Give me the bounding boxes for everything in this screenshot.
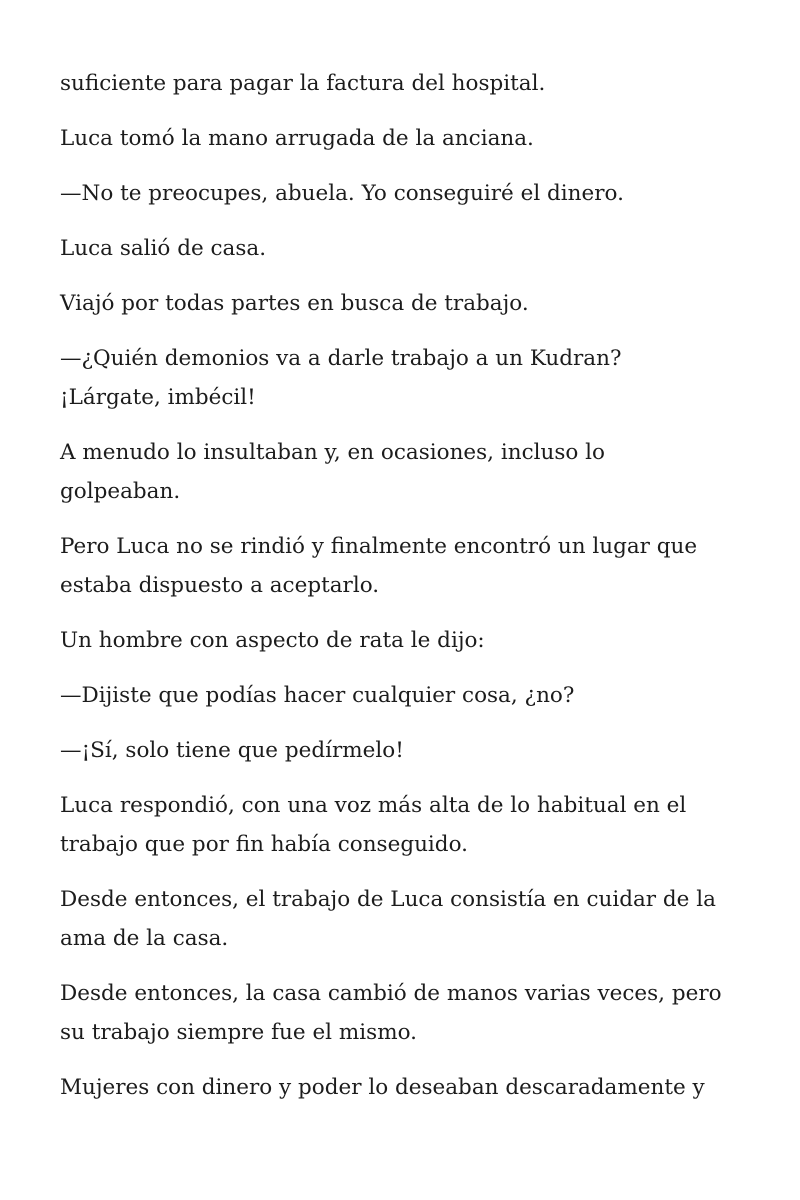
text-line: Mujeres con dinero y poder lo deseaban descaradamente y (60, 1075, 705, 1100)
paragraph (60, 621, 750, 660)
paragraph (60, 229, 750, 268)
paragraph (60, 284, 750, 323)
text-line: Desde entonces, el trabajo de Luca consistía en cuidar de la (60, 887, 716, 912)
text-line: Un hombre con aspecto de rata le dijo: (60, 628, 485, 653)
text-line: su trabajo siempre fue el mismo. (60, 1020, 417, 1045)
paragraph (60, 731, 750, 770)
text-line: Luca salió de casa. (60, 236, 267, 261)
paragraph (60, 1068, 750, 1107)
text-line: ¡Lárgate, imbécil! (60, 385, 256, 410)
text-line: ama de la casa. (60, 926, 229, 951)
text-line: —¡Sí, solo tiene que pedírmelo! (60, 738, 404, 763)
text-line: trabajo que por fin había conseguido. (60, 832, 468, 857)
text-line: —Dijiste que podías hacer cualquier cosa, ¿no? (60, 683, 575, 708)
paragraph (60, 64, 750, 103)
text-line: golpeaban. (60, 479, 181, 504)
paragraph (60, 339, 750, 417)
text-line: Luca tomó la mano arrugada de la anciana. (60, 126, 534, 151)
paragraph (60, 119, 750, 158)
text-line: suficiente para pagar la factura del hospital. (60, 71, 546, 96)
text-column (60, 64, 750, 1123)
text-line: Luca respondió, con una voz más alta de lo habitual en el (60, 793, 687, 818)
paragraph (60, 974, 750, 1052)
text-line: Pero Luca no se rindió y finalmente encontró un lugar que (60, 534, 698, 559)
paragraph (60, 433, 750, 511)
paragraph (60, 527, 750, 605)
paragraph (60, 174, 750, 213)
text-line: A menudo lo insultaban y, en ocasiones, incluso lo (60, 440, 605, 465)
text-line: Desde entonces, la casa cambió de manos varias veces, pero (60, 981, 722, 1006)
text-line: Viajó por todas partes en busca de trabajo. (60, 291, 529, 316)
paragraph (60, 676, 750, 715)
paragraph (60, 880, 750, 958)
text-line: estaba dispuesto a aceptarlo. (60, 573, 380, 598)
paragraph (60, 786, 750, 864)
text-line: —¿Quién demonios va a darle trabajo a un Kudran? (60, 346, 622, 371)
text-line: —No te preocupes, abuela. Yo conseguiré el dinero. (60, 181, 624, 206)
